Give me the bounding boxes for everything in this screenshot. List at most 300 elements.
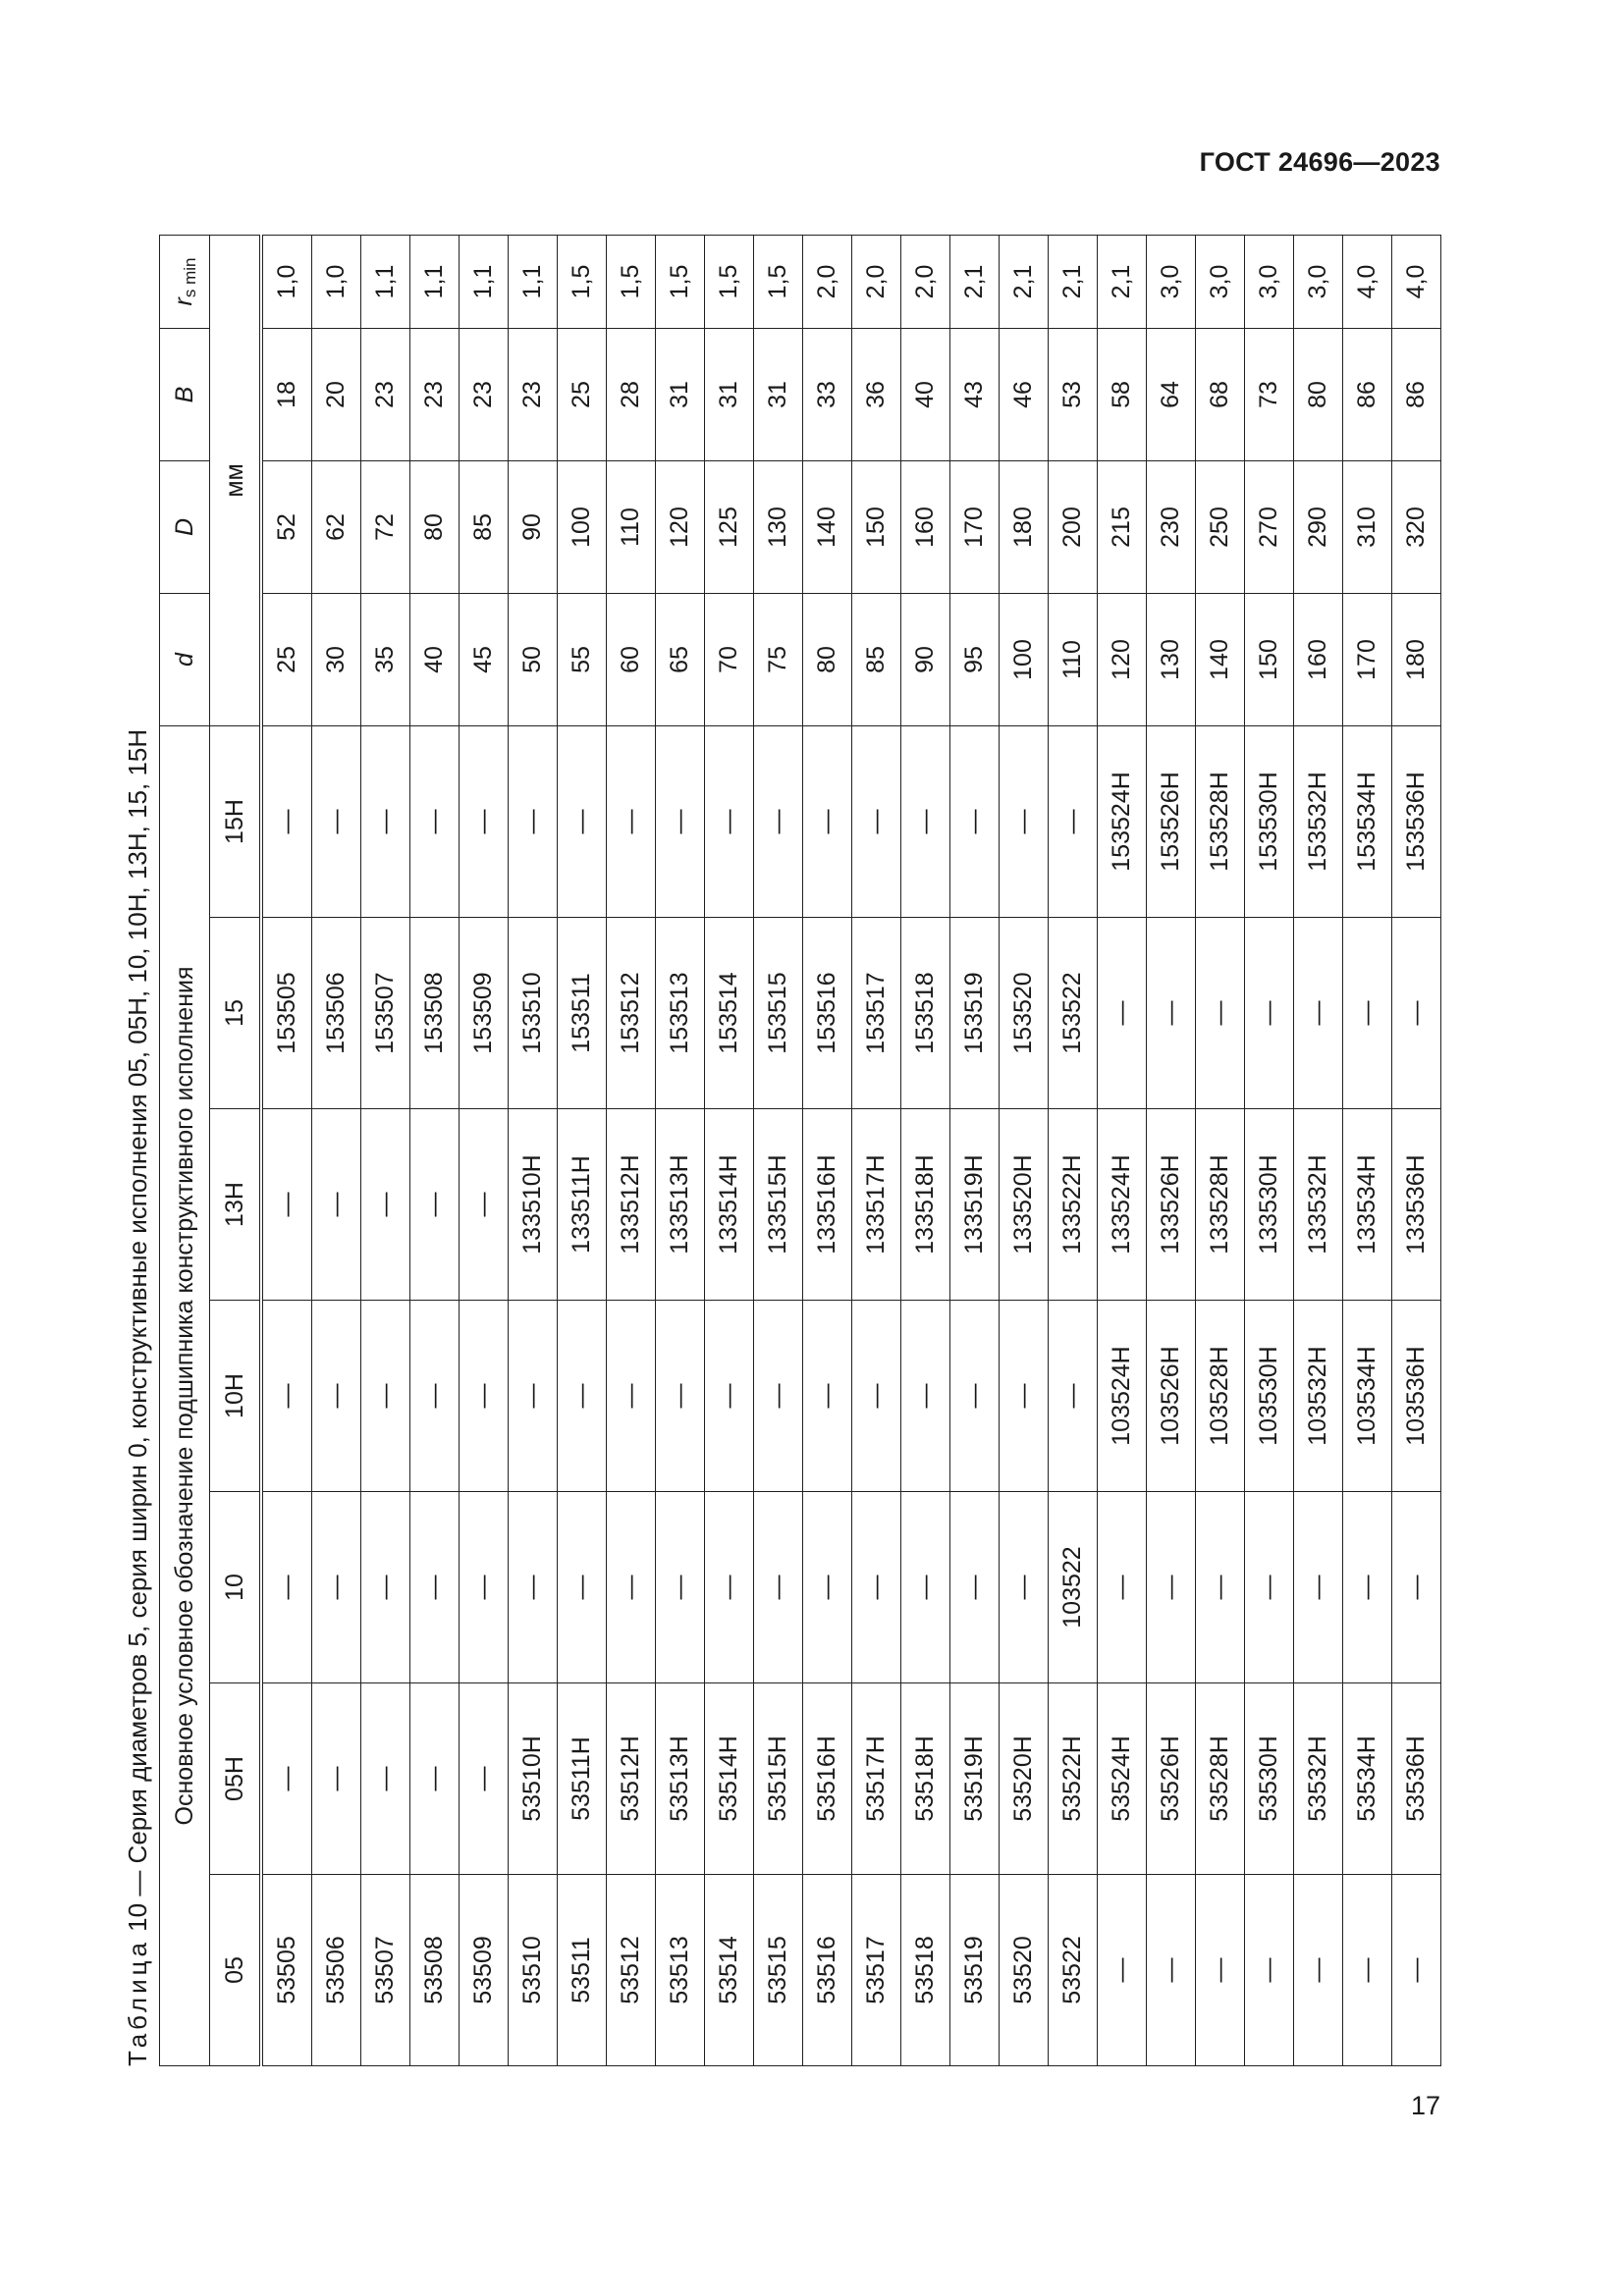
table-cell: 125 — [705, 460, 754, 593]
table-cell: — — [901, 1492, 950, 1683]
page-number: 17 — [1410, 2091, 1440, 2120]
table-cell: 53511 — [558, 1875, 607, 2066]
table-cell: 180 — [1392, 593, 1441, 725]
table-cell: 133515Н — [754, 1109, 803, 1301]
table-cell: — — [1098, 918, 1147, 1109]
table-cell: 40 — [901, 328, 950, 460]
table-cell: 53520 — [1000, 1875, 1049, 2066]
table-cell: 53513 — [656, 1875, 705, 2066]
table-cell: — — [950, 725, 1000, 917]
table-cell: — — [656, 1301, 705, 1492]
table-cell: — — [1000, 1301, 1049, 1492]
table-cell: 53 — [1049, 328, 1098, 460]
table-row — [754, 235, 803, 2065]
table-cell: 153524Н — [1098, 725, 1147, 917]
table-cell: 140 — [803, 460, 852, 593]
table-cell: — — [1147, 918, 1196, 1109]
table-cell: 50 — [509, 593, 558, 725]
table-cell: 23 — [410, 328, 460, 460]
table-cell: 58 — [1098, 328, 1147, 460]
table-cell: 1,1 — [361, 235, 410, 328]
table-cell: — — [852, 725, 901, 917]
table-cell: — — [509, 1301, 558, 1492]
table-cell: — — [754, 1492, 803, 1683]
table-cell: 100 — [558, 460, 607, 593]
col-header-10: 10 — [210, 1492, 262, 1683]
table-cell: — — [1392, 1875, 1441, 2066]
table-cell: 72 — [361, 460, 410, 593]
table-cell: 150 — [852, 460, 901, 593]
table-cell: 1,1 — [509, 235, 558, 328]
table-cell: 62 — [312, 460, 361, 593]
table-cell: 153534Н — [1343, 725, 1392, 917]
table-cell: 180 — [1000, 460, 1049, 593]
table-cell: — — [1000, 725, 1049, 917]
table-cell: 53532Н — [1294, 1683, 1343, 1875]
table-cell: — — [950, 1301, 1000, 1492]
table-cell: 28 — [607, 328, 656, 460]
table-cell: — — [852, 1301, 901, 1492]
table-cell: 133520Н — [1000, 1109, 1049, 1301]
table-cell: — — [312, 1301, 361, 1492]
table-cell: 30 — [312, 593, 361, 725]
table-cell: — — [1245, 1492, 1294, 1683]
table-row — [901, 235, 950, 2065]
table-cell: 46 — [1000, 328, 1049, 460]
table-cell: 133524Н — [1098, 1109, 1147, 1301]
table-cell: 53514 — [705, 1875, 754, 2066]
table-cell: 153518 — [901, 918, 950, 1109]
table-cell: — — [1196, 1875, 1245, 2066]
caption-text: 10 — Серия диаметров 5, серия ширин 0, конструктивные исполнения 05, 05Н, 10, 10Н, 13Н, 15, 15Н — [123, 728, 152, 1940]
table-cell: 103522 — [1049, 1492, 1098, 1683]
table-cell: 230 — [1147, 460, 1196, 593]
table-cell: 53512 — [607, 1875, 656, 2066]
table-row — [705, 235, 754, 2065]
table-cell: 53508 — [410, 1875, 460, 2066]
table-row — [1000, 235, 1049, 2065]
col-header-10n: 10Н — [210, 1301, 262, 1492]
table-cell: 153528Н — [1196, 725, 1245, 917]
table-cell: 2,1 — [1098, 235, 1147, 328]
table-cell: — — [656, 725, 705, 917]
rsmin-subscript: s min — [180, 257, 199, 298]
table-row — [312, 235, 361, 2065]
table-cell: 68 — [1196, 328, 1245, 460]
col-header-13n: 13Н — [210, 1109, 262, 1301]
table-cell: 133519Н — [950, 1109, 1000, 1301]
table-cell: 23 — [509, 328, 558, 460]
table-cell: — — [261, 1301, 312, 1492]
table-cell: 53522Н — [1049, 1683, 1098, 1875]
table-cell: 53512Н — [607, 1683, 656, 1875]
table-cell: 53511Н — [558, 1683, 607, 1875]
table-cell: — — [1147, 1492, 1196, 1683]
table-cell: 140 — [1196, 593, 1245, 725]
table-cell: 53534Н — [1343, 1683, 1392, 1875]
table-cell: 3,0 — [1294, 235, 1343, 328]
col-header-rsmin — [160, 235, 210, 328]
table-cell: 103530Н — [1245, 1301, 1294, 1492]
units-header: мм — [210, 235, 262, 725]
table-cell: — — [1196, 1492, 1245, 1683]
table-row — [509, 235, 558, 2065]
table-row — [361, 235, 410, 2065]
table-cell: — — [312, 1109, 361, 1301]
table-cell: 153530Н — [1245, 725, 1294, 917]
table-row — [1098, 235, 1147, 2065]
table-cell: — — [1049, 1301, 1098, 1492]
table-cell: — — [1000, 1492, 1049, 1683]
table-cell: — — [607, 1492, 656, 1683]
table-cell: 80 — [410, 460, 460, 593]
table-cell: 153511 — [558, 918, 607, 1109]
table-cell: 153505 — [261, 918, 312, 1109]
table-cell: — — [1392, 1492, 1441, 1683]
table-cell: 53528Н — [1196, 1683, 1245, 1875]
table-cell: 133511Н — [558, 1109, 607, 1301]
table-cell: 160 — [901, 460, 950, 593]
rotated-table-block — [110, 236, 1435, 2066]
table-cell: 153514 — [705, 918, 754, 1109]
table-cell: — — [261, 1109, 312, 1301]
col-header-B: B — [160, 328, 210, 460]
table-cell: — — [558, 725, 607, 917]
table-cell: — — [460, 1109, 509, 1301]
table-cell: — — [361, 1492, 410, 1683]
table-cell: 103528Н — [1196, 1301, 1245, 1492]
table-cell: 2,1 — [950, 235, 1000, 328]
table-cell: 2,0 — [901, 235, 950, 328]
table-cell: — — [901, 1301, 950, 1492]
table-caption — [118, 729, 157, 2066]
table-cell: 153515 — [754, 918, 803, 1109]
table-cell: 53514Н — [705, 1683, 754, 1875]
table-cell: — — [312, 725, 361, 917]
table-cell: 3,0 — [1196, 235, 1245, 328]
table-cell: — — [705, 725, 754, 917]
table-cell: 4,0 — [1392, 235, 1441, 328]
table-cell: 33 — [803, 328, 852, 460]
table-cell: — — [361, 1301, 410, 1492]
bearing-table — [159, 235, 1441, 2066]
table-cell: 53536Н — [1392, 1683, 1441, 1875]
table-cell: 52 — [261, 460, 312, 593]
table-cell: 1,5 — [558, 235, 607, 328]
table-cell: 153512 — [607, 918, 656, 1109]
table-cell: 250 — [1196, 460, 1245, 593]
table-cell: 153519 — [950, 918, 1000, 1109]
table-cell: 3,0 — [1147, 235, 1196, 328]
table-cell: — — [754, 1301, 803, 1492]
table-cell: 153536Н — [1392, 725, 1441, 917]
table-cell: 31 — [705, 328, 754, 460]
table-cell: 1,5 — [607, 235, 656, 328]
table-cell: 40 — [410, 593, 460, 725]
table-cell: 86 — [1343, 328, 1392, 460]
table-cell: — — [361, 1109, 410, 1301]
table-cell: — — [705, 1301, 754, 1492]
table-cell: 3,0 — [1245, 235, 1294, 328]
table-row — [950, 235, 1000, 2065]
col-header-D: D — [160, 460, 210, 593]
table-cell: 85 — [852, 593, 901, 725]
table-cell: — — [1196, 918, 1245, 1109]
table-cell: 103526Н — [1147, 1301, 1196, 1492]
table-cell: — — [901, 725, 950, 917]
table-cell: 70 — [705, 593, 754, 725]
group-header: Основное условное обозначение подшипника конструктивного исполнения — [160, 725, 210, 2065]
table-cell: 150 — [1245, 593, 1294, 725]
table-cell: 1,1 — [460, 235, 509, 328]
table-row — [460, 235, 509, 2065]
table-cell: 1,0 — [261, 235, 312, 328]
table-cell: — — [607, 725, 656, 917]
col-header-15: 15 — [210, 918, 262, 1109]
table-cell: 45 — [460, 593, 509, 725]
table-cell: 153517 — [852, 918, 901, 1109]
table-cell: 18 — [261, 328, 312, 460]
col-header-15n: 15Н — [210, 725, 262, 917]
table-cell: 200 — [1049, 460, 1098, 593]
table-cell: 53505 — [261, 1875, 312, 2066]
table-cell: 53519 — [950, 1875, 1000, 2066]
table-cell: 160 — [1294, 593, 1343, 725]
table-cell: 25 — [558, 328, 607, 460]
table-cell: 130 — [754, 460, 803, 593]
table-cell: — — [361, 1683, 410, 1875]
table-cell: — — [1245, 1875, 1294, 2066]
table-row — [1147, 235, 1196, 2065]
table-cell: — — [852, 1492, 901, 1683]
table-cell: — — [312, 1683, 361, 1875]
table-row — [558, 235, 607, 2065]
table-cell: — — [803, 1301, 852, 1492]
table-cell: — — [509, 725, 558, 917]
table-cell: 53515Н — [754, 1683, 803, 1875]
table-cell: 133528Н — [1196, 1109, 1245, 1301]
table-cell: — — [410, 725, 460, 917]
table-cell: 1,0 — [312, 235, 361, 328]
table-cell: 133534Н — [1343, 1109, 1392, 1301]
standard-header: ГОСТ 24696—2023 — [1199, 147, 1440, 177]
col-header-05n: 05Н — [210, 1683, 262, 1875]
table-cell: 53507 — [361, 1875, 410, 2066]
table-cell: 43 — [950, 328, 1000, 460]
table-cell: — — [460, 1301, 509, 1492]
table-cell: — — [361, 725, 410, 917]
table-cell: 153526Н — [1147, 725, 1196, 917]
table-cell: — — [1343, 918, 1392, 1109]
table-cell: 110 — [607, 460, 656, 593]
table-cell: 23 — [460, 328, 509, 460]
table-cell: 31 — [754, 328, 803, 460]
table-cell: 100 — [1000, 593, 1049, 725]
table-cell: 2,1 — [1049, 235, 1098, 328]
table-cell: — — [1049, 725, 1098, 917]
table-cell: — — [558, 1492, 607, 1683]
table-cell: 53522 — [1049, 1875, 1098, 2066]
table-cell: 53526Н — [1147, 1683, 1196, 1875]
table-cell: 270 — [1245, 460, 1294, 593]
table-cell: 133530Н — [1245, 1109, 1294, 1301]
table-cell: 170 — [950, 460, 1000, 593]
table-cell: 133514Н — [705, 1109, 754, 1301]
table-cell: — — [656, 1492, 705, 1683]
table-cell: 310 — [1343, 460, 1392, 593]
table-cell: — — [803, 1492, 852, 1683]
table-cell: 90 — [901, 593, 950, 725]
table-cell: 53513Н — [656, 1683, 705, 1875]
table-cell: 103524Н — [1098, 1301, 1147, 1492]
table-cell: 133536Н — [1392, 1109, 1441, 1301]
col-header-05: 05 — [210, 1875, 262, 2066]
table-cell: — — [1098, 1875, 1147, 2066]
table-cell: 80 — [1294, 328, 1343, 460]
table-cell: 86 — [1392, 328, 1441, 460]
table-cell: 153510 — [509, 918, 558, 1109]
table-cell: 133512Н — [607, 1109, 656, 1301]
table-cell: — — [1294, 1492, 1343, 1683]
table-cell: 53517Н — [852, 1683, 901, 1875]
table-row — [1245, 235, 1294, 2065]
table-cell: 20 — [312, 328, 361, 460]
table-row — [1294, 235, 1343, 2065]
table-cell: 65 — [656, 593, 705, 725]
table-cell: — — [1294, 1875, 1343, 2066]
table-cell: 133526Н — [1147, 1109, 1196, 1301]
table-cell: 53524Н — [1098, 1683, 1147, 1875]
table-cell: 153522 — [1049, 918, 1098, 1109]
table-cell: 53519Н — [950, 1683, 1000, 1875]
table-cell: 153532Н — [1294, 725, 1343, 917]
table-row — [1392, 235, 1441, 2065]
table-cell: 23 — [361, 328, 410, 460]
table-cell: 133522Н — [1049, 1109, 1098, 1301]
table-cell: 35 — [361, 593, 410, 725]
table-cell: 53518Н — [901, 1683, 950, 1875]
table-cell: 53530Н — [1245, 1683, 1294, 1875]
table-cell: — — [1294, 918, 1343, 1109]
table-cell: 1,1 — [410, 235, 460, 328]
table-cell: — — [509, 1492, 558, 1683]
table-cell: 90 — [509, 460, 558, 593]
table-cell: — — [950, 1492, 1000, 1683]
rsmin-symbol: r — [169, 297, 197, 306]
table-cell: 153506 — [312, 918, 361, 1109]
table-cell: 103534Н — [1343, 1301, 1392, 1492]
table-row — [1343, 235, 1392, 2065]
table-cell: 55 — [558, 593, 607, 725]
table-cell: 120 — [1098, 593, 1147, 725]
table-cell: — — [607, 1301, 656, 1492]
table-cell: 53510 — [509, 1875, 558, 2066]
table-cell: 2,1 — [1000, 235, 1049, 328]
table-cell: — — [460, 1683, 509, 1875]
table-cell: — — [261, 1492, 312, 1683]
table-cell: 73 — [1245, 328, 1294, 460]
table-cell: 53510Н — [509, 1683, 558, 1875]
table-cell: 85 — [460, 460, 509, 593]
table-cell: — — [1245, 918, 1294, 1109]
table-cell: 133513Н — [656, 1109, 705, 1301]
table-cell: 120 — [656, 460, 705, 593]
table-cell: 153516 — [803, 918, 852, 1109]
table-cell: 1,5 — [705, 235, 754, 328]
table-cell: 31 — [656, 328, 705, 460]
table-cell: — — [410, 1109, 460, 1301]
table-cell: 103536Н — [1392, 1301, 1441, 1492]
table-cell: 153507 — [361, 918, 410, 1109]
table-cell: — — [754, 725, 803, 917]
table-cell: 53517 — [852, 1875, 901, 2066]
table-cell: 53516 — [803, 1875, 852, 2066]
table-cell: 2,0 — [852, 235, 901, 328]
table-cell: 53518 — [901, 1875, 950, 2066]
table-cell: 53520Н — [1000, 1683, 1049, 1875]
table-row — [1049, 235, 1098, 2065]
table-cell: 133517Н — [852, 1109, 901, 1301]
table-cell: 153508 — [410, 918, 460, 1109]
caption-prefix: Таблица — [123, 1939, 152, 2066]
table-cell: 320 — [1392, 460, 1441, 593]
table-cell: 53516Н — [803, 1683, 852, 1875]
table-cell: 110 — [1049, 593, 1098, 725]
table-cell: — — [410, 1492, 460, 1683]
col-header-d: d — [160, 593, 210, 725]
table-cell: 75 — [754, 593, 803, 725]
table-cell: 133518Н — [901, 1109, 950, 1301]
table-cell: — — [705, 1492, 754, 1683]
table-cell: 133532Н — [1294, 1109, 1343, 1301]
table-row — [852, 235, 901, 2065]
table-cell: — — [261, 1683, 312, 1875]
table-cell: 53506 — [312, 1875, 361, 2066]
table-row — [1196, 235, 1245, 2065]
table-cell: 60 — [607, 593, 656, 725]
table-cell: — — [1392, 918, 1441, 1109]
table-row — [261, 235, 312, 2065]
table-cell: 133516Н — [803, 1109, 852, 1301]
table-cell: — — [803, 725, 852, 917]
table-cell: — — [410, 1683, 460, 1875]
table-cell: 53515 — [754, 1875, 803, 2066]
table-cell: 170 — [1343, 593, 1392, 725]
table-cell: 95 — [950, 593, 1000, 725]
table-cell: — — [261, 725, 312, 917]
table-cell: — — [1147, 1875, 1196, 2066]
table-cell: 53509 — [460, 1875, 509, 2066]
table-cell: 153513 — [656, 918, 705, 1109]
table-body — [261, 235, 1441, 2065]
table-cell: — — [460, 725, 509, 917]
table-cell: 80 — [803, 593, 852, 725]
table-row — [607, 235, 656, 2065]
table-cell: 130 — [1147, 593, 1196, 725]
table-cell: 290 — [1294, 460, 1343, 593]
table-cell: 1,5 — [754, 235, 803, 328]
table-cell: — — [410, 1301, 460, 1492]
table-cell: 215 — [1098, 460, 1147, 593]
table-row — [656, 235, 705, 2065]
table-cell: 36 — [852, 328, 901, 460]
table-cell: 103532Н — [1294, 1301, 1343, 1492]
table-cell: — — [1098, 1492, 1147, 1683]
table-cell: — — [558, 1301, 607, 1492]
table-cell: 2,0 — [803, 235, 852, 328]
table-cell: 4,0 — [1343, 235, 1392, 328]
table-cell: — — [460, 1492, 509, 1683]
